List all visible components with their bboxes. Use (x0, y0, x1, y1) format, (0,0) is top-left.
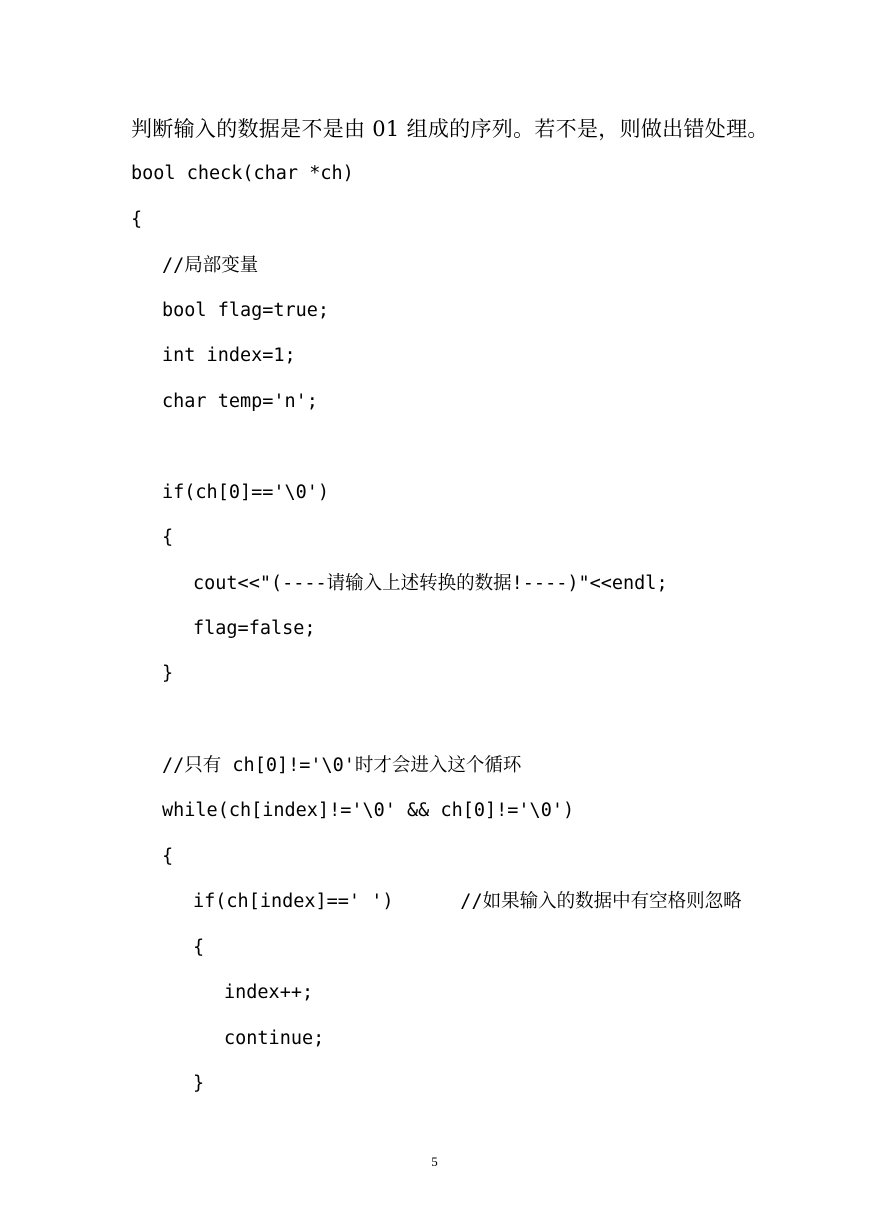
code-line-flag-declaration: bool flag=true; (162, 300, 330, 321)
code-line-comment-locals: //局部变量 (162, 255, 259, 276)
code-line-index-declaration: int index=1; (162, 345, 296, 366)
code-line-comment-loop: //只有 ch[0]!='\0'时才会进入这个循环 (162, 755, 522, 776)
code-line-if-space-open-brace: { (193, 937, 205, 958)
code-line-cout: cout<<"(----请输入上述转换的数据!----)"<<endl; (193, 573, 668, 594)
code-line-function-signature: bool check(char *ch) (131, 163, 354, 184)
code-line-if-open-brace: { (162, 527, 174, 548)
code-line-temp-declaration: char temp='n'; (162, 391, 318, 412)
code-line-index-increment: index++; (224, 982, 314, 1003)
code-line-if-space-close-brace: } (193, 1073, 205, 1094)
code-line-flag-false: flag=false; (193, 618, 316, 639)
code-line-if-empty: if(ch[0]=='\0') (162, 482, 330, 503)
intro-paragraph: 判断输入的数据是不是由 01 组成的序列。若不是，则做出错处理。 (131, 117, 769, 141)
code-line-while-open-brace: { (162, 846, 174, 867)
code-line-continue: continue; (224, 1028, 325, 1049)
code-line-if-space: if(ch[index]==' ') //如果输入的数据中有空格则忽略 (193, 891, 742, 912)
code-line-while: while(ch[index]!='\0' && ch[0]!='\0') (162, 800, 575, 821)
page-number: 5 (431, 1154, 438, 1169)
code-line-open-brace: { (131, 209, 143, 230)
code-line-if-close-brace: } (162, 663, 174, 684)
